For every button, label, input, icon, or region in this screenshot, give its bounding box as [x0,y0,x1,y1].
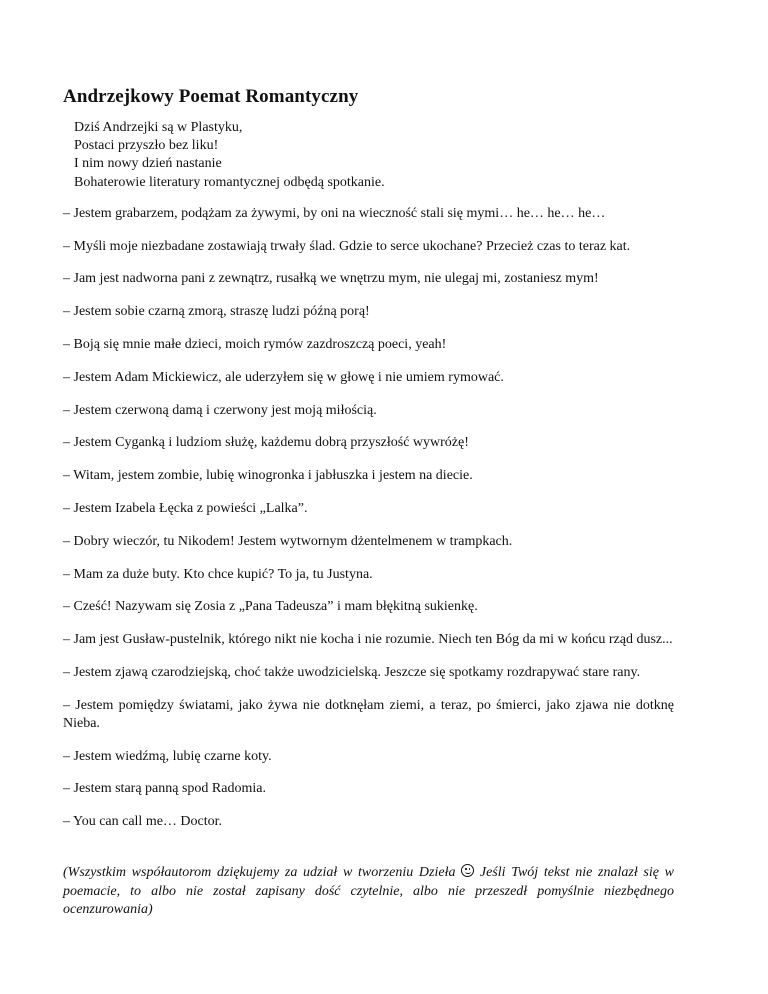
acknowledgement-text-continued: Jeśli Twój tekst nie znalazł się w poemacie, to albo nie został zapisany dość czytelnie, albo nie przeszedł pomyślnie niezbędnego ocenzurowania) [63,865,675,917]
character-line: – You can call me… Doctor. [63,814,223,830]
character-line: – Jestem grabarzem, podążam za żywymi, by oni na wieczność stali się mymi… he… he… he… [63,205,606,221]
character-line: – Boją się mnie małe dzieci, moich rymów zazdroszczą poeci, yeah! [63,337,447,352]
character-line: – Mam za duże buty. Kto chce kupić? To ja, tu Justyna. [63,566,373,582]
intro-line: Dziś Andrzejki są w Plastyku, [74,120,243,135]
intro-line: I nim nowy dzień nastanie [74,156,222,172]
character-line: – Jam jest Gusław-pustelnik, którego nikt nie kocha i nie rozumie. Niech ten Bóg da mi w końcu rząd dusz... [63,632,673,648]
character-line: – Jestem Izabela Łęcka z powieści „Lalka”. [63,500,308,516]
character-line: – Dobry wieczór, tu Nikodem! Jestem wytwornym dżentelmenem w trampkach. [63,533,513,549]
intro-verse [63,119,674,192]
character-line: – Jestem starą panną spod Radomia. [63,781,266,797]
intro-line: Postaci przyszło bez liku! [74,138,219,154]
character-line: – Jestem pomiędzy światami, jako żywa nie dotknęłam ziemi, a teraz, po śmierci, jako zjawa nie dotknę Nieba. [63,697,674,731]
document-page [63,86,674,933]
acknowledgement-note [63,864,674,919]
page-title: Andrzejkowy Poemat Romantyczny [63,86,359,107]
intro-line: Bohaterowie literatury romantycznej odbędą spotkanie. [74,174,385,190]
character-line: – Jestem wiedźmą, lubię czarne koty. [63,748,272,764]
smiley-face-icon [461,864,474,877]
acknowledgement-text: (Wszystkim współautorom dziękujemy za udział w tworzeniu Dzieła [63,865,456,881]
character-line: – Witam, jestem zombie, lubię winogronka i jabłuszka i jestem na diecie. [63,468,473,484]
character-line: – Jestem Cyganką i ludziom służę, każdemu dobrą przyszłość wywróżę! [63,435,469,451]
character-line: – Jestem Adam Mickiewicz, ale uderzyłem się w głowę i nie umiem rymować. [63,369,504,385]
character-lines [63,205,674,831]
character-line: – Jestem zjawą czarodziejską, choć także uwodzicielską. Jeszcze się spotkamy rozdrapywać stare rany. [63,664,641,680]
character-line: – Jestem sobie czarną zmorą, straszę ludzi późną porą! [63,304,370,320]
character-line: – Jestem czerwoną damą i czerwony jest moją miłością. [63,402,377,418]
character-line: – Myśli moje niezbadane zostawiają trwały ślad. Gdzie to serce ukochane? Przecież czas to teraz kat. [63,238,631,254]
character-line: – Cześć! Nazywam się Zosia z „Pana Tadeusza” i mam błękitną sukienkę. [63,599,478,615]
character-line: – Jam jest nadworna pani z zewnątrz, rusałką we wnętrzu mym, nie ulegaj mi, zostaniesz mym! [63,271,599,287]
